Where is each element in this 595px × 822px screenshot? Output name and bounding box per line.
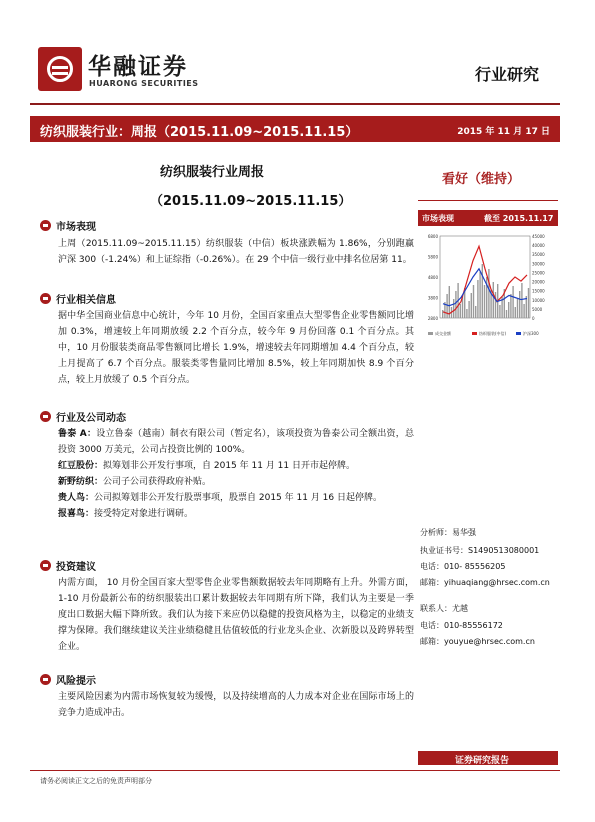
company-news-list	[58, 426, 414, 522]
section-advice-heading: 投资建议	[40, 558, 96, 573]
y-right-tick-label: 40000	[532, 243, 545, 249]
legend-swatch	[472, 332, 477, 335]
volume-bar	[488, 269, 489, 318]
legend-label: 沪深300	[523, 331, 539, 336]
y-right-tick-label: 35000	[532, 252, 545, 258]
y-right-tick-label: 15000	[532, 288, 545, 294]
y-left-tick-label: 5800	[427, 254, 438, 260]
rating-divider	[418, 200, 558, 201]
volume-bar	[477, 280, 478, 318]
company-news-item: 贵人鸟：公司拟筹划非公开发行股票事项，股票自 2015 年 11 月 16 日起停牌。	[58, 493, 382, 503]
volume-bar	[510, 294, 511, 318]
rating: 看好（维持）	[442, 172, 521, 187]
company-news-item: 报喜鸟：接受特定对象进行调研。	[58, 509, 194, 519]
analyst-phone-row: 电话：010- 85556205	[420, 562, 506, 571]
y-right-tick-label: 20000	[532, 279, 545, 285]
section-bullet-icon	[40, 220, 51, 231]
legend-swatch	[428, 332, 433, 335]
contact-email-row[interactable]: 邮箱：youyue@hrsec.com.cn	[420, 637, 535, 646]
section-industry-heading: 行业相关信息	[40, 291, 116, 306]
volume-bar	[468, 301, 469, 318]
legend-label: 成交金额	[435, 331, 451, 336]
volume-bar	[475, 306, 476, 318]
banner-title: 纺织服装行业：周报（2015.11.09~2015.11.15）	[40, 125, 359, 140]
chart-header	[418, 210, 558, 226]
y-right-tick-label: 25000	[532, 270, 545, 276]
volume-bar	[508, 302, 509, 318]
volume-bar	[460, 304, 461, 318]
y-right-tick-label: 5000	[532, 306, 543, 312]
volume-bar	[442, 310, 443, 318]
volume-bar	[506, 310, 507, 318]
volume-bar	[521, 283, 522, 318]
legend-label: 纺织服装(中信)	[479, 331, 507, 336]
y-right-tick-label: 45000	[532, 234, 545, 239]
y-left-tick-label: 3800	[427, 295, 438, 301]
y-left-tick-label: 2800	[427, 316, 438, 321]
document-type: 行业研究	[474, 65, 539, 84]
disclaimer: 请务必阅读正文之后的免责声明部分	[40, 777, 152, 785]
y-right-tick-label: 30000	[532, 261, 545, 267]
section-advice-text: 内需方面， 10 月份全国百家大型零售企业零售额数据较去年同期略有上升。外需方面，1-10 月份最新公布的纺织服装出口累计数据较去年同期有所下降，我们认为主要是一季度出口数据大幅下降所致。我们认为接下来应仍以稳健的投资风格为主，以稳定的业绩支撑为保障。我们继续建议关注业绩稳健且估值较低的行业龙头企业、次新股以及跨界转型企业。	[58, 578, 414, 652]
report-title: 纺织服装行业周报	[160, 165, 265, 180]
volume-bar	[523, 304, 524, 318]
brand-name-en: HUARONG SECURITIES	[89, 79, 199, 88]
company-news-item: 新野纺织：公司子公司获得政府补贴。	[58, 477, 212, 487]
legend-swatch	[516, 332, 521, 335]
company-news-item: 鲁泰 A：设立鲁泰（越南）制衣有限公司（暂定名），该项投资为鲁泰公司全额出资，总投资 3000 万美元，公司占投资比例的 100%。	[58, 429, 414, 455]
section-bullet-icon	[40, 293, 51, 304]
volume-bar	[471, 293, 472, 318]
y-left-tick-label: 6800	[427, 234, 438, 239]
volume-bar	[446, 294, 447, 318]
section-company-heading: 行业及公司动态	[40, 409, 126, 424]
company-news-item: 红豆股份：拟筹划非公开发行事项，自 2015 年 11 月 11 日开市起停牌。	[58, 461, 355, 471]
chart-header-left: 市场表现	[422, 214, 454, 223]
volume-bar	[466, 309, 467, 318]
section-risk-text: 主要风险因素为内需市场恢复较为缓慢，以及持续增高的人力成本对企业在国际市场上的竞争力造成冲击。	[58, 692, 414, 718]
volume-bar	[519, 291, 520, 318]
report-range: （2015.11.09~2015.11.15）	[150, 194, 352, 209]
volume-bar	[517, 299, 518, 318]
market-chart	[418, 228, 558, 340]
section-market-heading: 市场表现	[40, 218, 96, 233]
contact-row: 联系人：尤越	[420, 604, 468, 613]
header-rule	[30, 103, 560, 105]
volume-bar	[473, 285, 474, 318]
analyst-email-row[interactable]: 邮箱：yihuaqiang@hrsec.com.cn	[420, 578, 550, 587]
volume-bar	[484, 285, 485, 318]
volume-bar	[493, 282, 494, 318]
volume-bar	[495, 292, 496, 318]
chart-header-date: 截至 2015.11.17	[484, 214, 554, 223]
y-right-tick-label: 0	[532, 316, 535, 321]
section-market-text: 上周（2015.11.09~2015.11.15）纺织服装（中信）板块涨跌幅为 1.86%，分别跑赢沪深 300（-1.24%）和上证综指（-0.26%）。在 29 个中信一级行业中排名位居第 11。	[58, 239, 414, 265]
report-date: 2015 年 11 月 17 日	[457, 127, 550, 137]
contact-phone-row: 电话：010-85556172	[420, 621, 503, 630]
y-right-tick-label: 10000	[532, 297, 545, 303]
section-bullet-icon	[40, 411, 51, 422]
market-chart-svg	[418, 228, 558, 340]
volume-bar	[499, 305, 500, 318]
y-left-tick-label: 4800	[427, 275, 438, 280]
company-logo	[38, 47, 82, 91]
volume-bar	[528, 288, 529, 318]
section-bullet-icon	[40, 560, 51, 571]
volume-bar	[512, 286, 513, 318]
section-risk-heading: 风险提示	[40, 672, 96, 687]
volume-bar	[453, 299, 454, 318]
volume-bar	[479, 272, 480, 318]
volume-bar	[482, 264, 483, 318]
section-bullet-icon	[40, 674, 51, 685]
volume-bar	[455, 291, 456, 318]
footer-label: 证券研究报告	[455, 756, 510, 766]
brand-name: 华融证券	[88, 54, 188, 80]
section-industry-text: 据中华全国商业信息中心统计，今年 10 月份，全国百家重点大型零售企业零售额同比增加 0.3%，增速较上年同期放缓 2.2 个百分点，较今年 9 月份回落 0.1 个百分点。其中，10 月份服装类商品零售额同比增长 1.9%，增速较去年同期增加 4.4 个百分点，较上月提高了 6.7 个百分点。服装类零售量同比增加 8.5%，较上年同期加快 8.9 个百分点，较上月放缓了 0.5 个百分点。	[58, 311, 414, 385]
analyst-row: 分析师：易华强	[420, 528, 476, 537]
cert-row: 执业证书号：S1490513080001	[420, 546, 540, 555]
volume-bar	[515, 307, 516, 318]
footer-rule	[30, 770, 560, 771]
